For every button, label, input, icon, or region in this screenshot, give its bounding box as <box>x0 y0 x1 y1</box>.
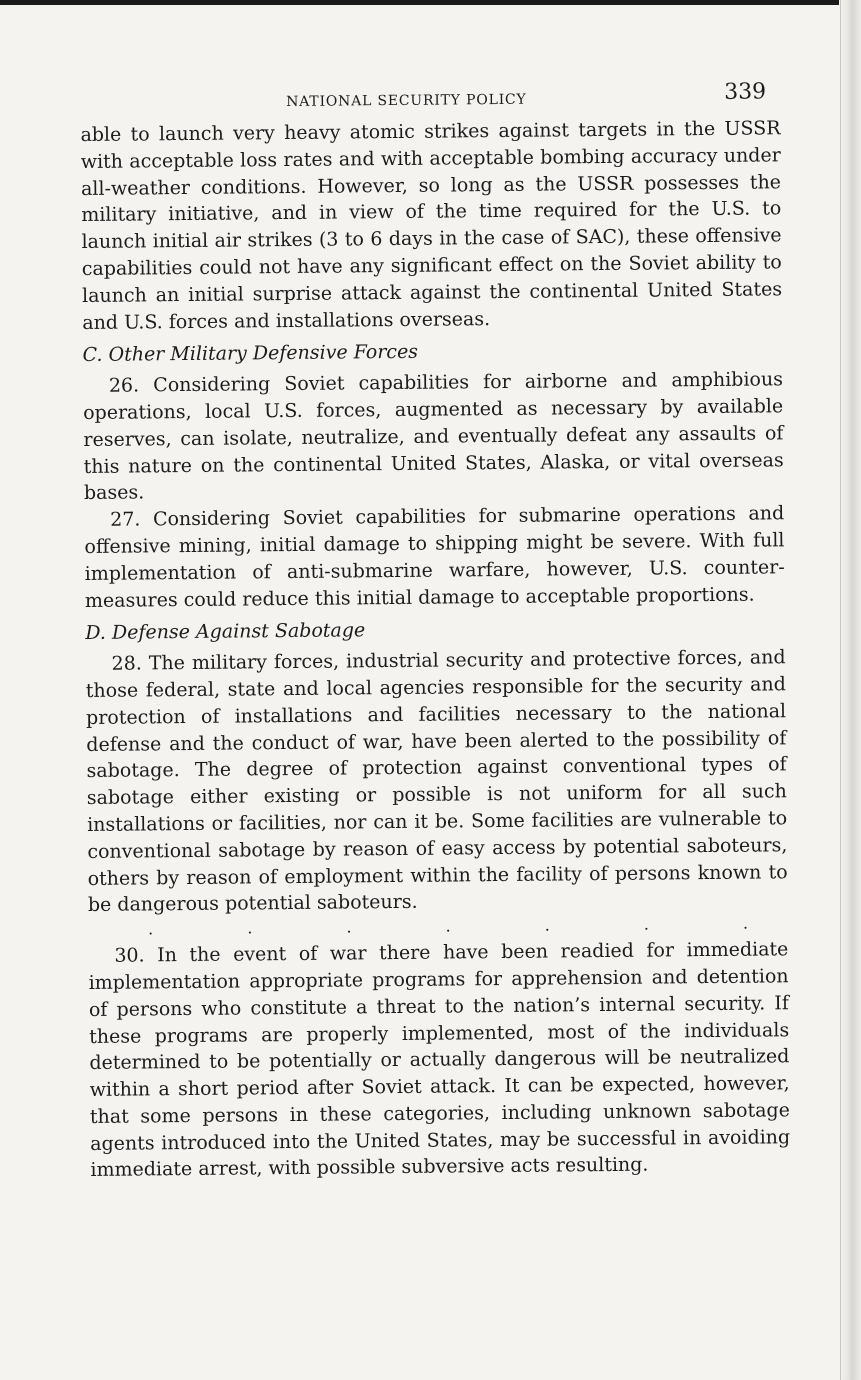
paragraph-28: 28. The military forces, industrial security and protective forces, and those federal, state and local agencies responsible for the security and protection of installations and facilities necessary to the national defense and the conduct of war, have been alerted to the possibility of sabotage. The degree of protection against conventional types of sabotage either existing or possible is not uniform for all such installations or facilities, nor can it be. Some facilities are vulnerable to conventional sabotage by reason of easy access by potential saboteurs, others by reason of employment within the facility of persons known to be dangerous potential saboteurs. <box>85 646 788 917</box>
paragraph-27: 27. Considering Soviet capabilities for submarine operations and offensive mining, initial damage to shipping might be severe. With full implementation of anti-submarine warfare, however, U.S. counter-measures could reduce this initial damage to acceptable proportions. <box>84 502 785 612</box>
section-heading-d: D. Defense Against Sabotage <box>85 619 366 645</box>
ellipsis-dot: . <box>445 916 451 936</box>
page-body <box>80 115 790 1184</box>
running-title: NATIONAL SECURITY POLICY <box>286 91 527 111</box>
gutter-line <box>840 0 841 1380</box>
page-gutter <box>839 0 861 1380</box>
paragraph-30: 30. In the event of war there have been readied for immediate implementation appropriate programs for apprehension and detention of persons who constitute a threat to the nation’s internal security. If these programs are properly implemented, most of the individuals determined to be potentially or actually dangerous will be neutralized within a short period after Soviet attack. It can be expected, however, that some persons in these categories, including unknown sabotage agents introduced into the United States, may be successful in avoiding immediate arrest, with possible subversive acts resulting. <box>88 938 791 1182</box>
document-page <box>80 75 791 1184</box>
intro-paragraph: able to launch very heavy atomic strikes against targets in the USSR with acceptable loss rates and with acceptable bombing accuracy under all-weather conditions. However, so long as the USSR possesses the military initiative, and in view of the time required for the U.S. to launch initial air strikes (3 to 6 days in the case of SAC), these offensive capabilities could not have any significant effect on the Soviet ability to launch an initial surprise attack against the continental United States and U.S. forces and installations overseas. <box>80 117 783 334</box>
ellipsis-dot: . <box>643 914 649 934</box>
page-header <box>80 75 780 122</box>
scan-top-edge <box>0 0 840 5</box>
page-number: 339 <box>724 79 767 105</box>
ellipsis-dot: . <box>247 918 253 938</box>
ellipsis-dot: . <box>742 913 749 933</box>
ellipsis-dot: . <box>148 919 154 939</box>
paragraph-26: 26. Considering Soviet capabilities for airborne and amphibious operations, local U.S. forces, augmented as necessary by available reserves, can isolate, neutralize, and eventually defeat any assaults of this nature on the continental United States, Alaska, or vital overseas bases. <box>83 368 784 505</box>
section-heading-c: C. Other Military Defensive Forces <box>82 341 419 367</box>
ellipsis-dot: . <box>346 917 352 937</box>
ellipsis-dot: . <box>544 915 550 935</box>
